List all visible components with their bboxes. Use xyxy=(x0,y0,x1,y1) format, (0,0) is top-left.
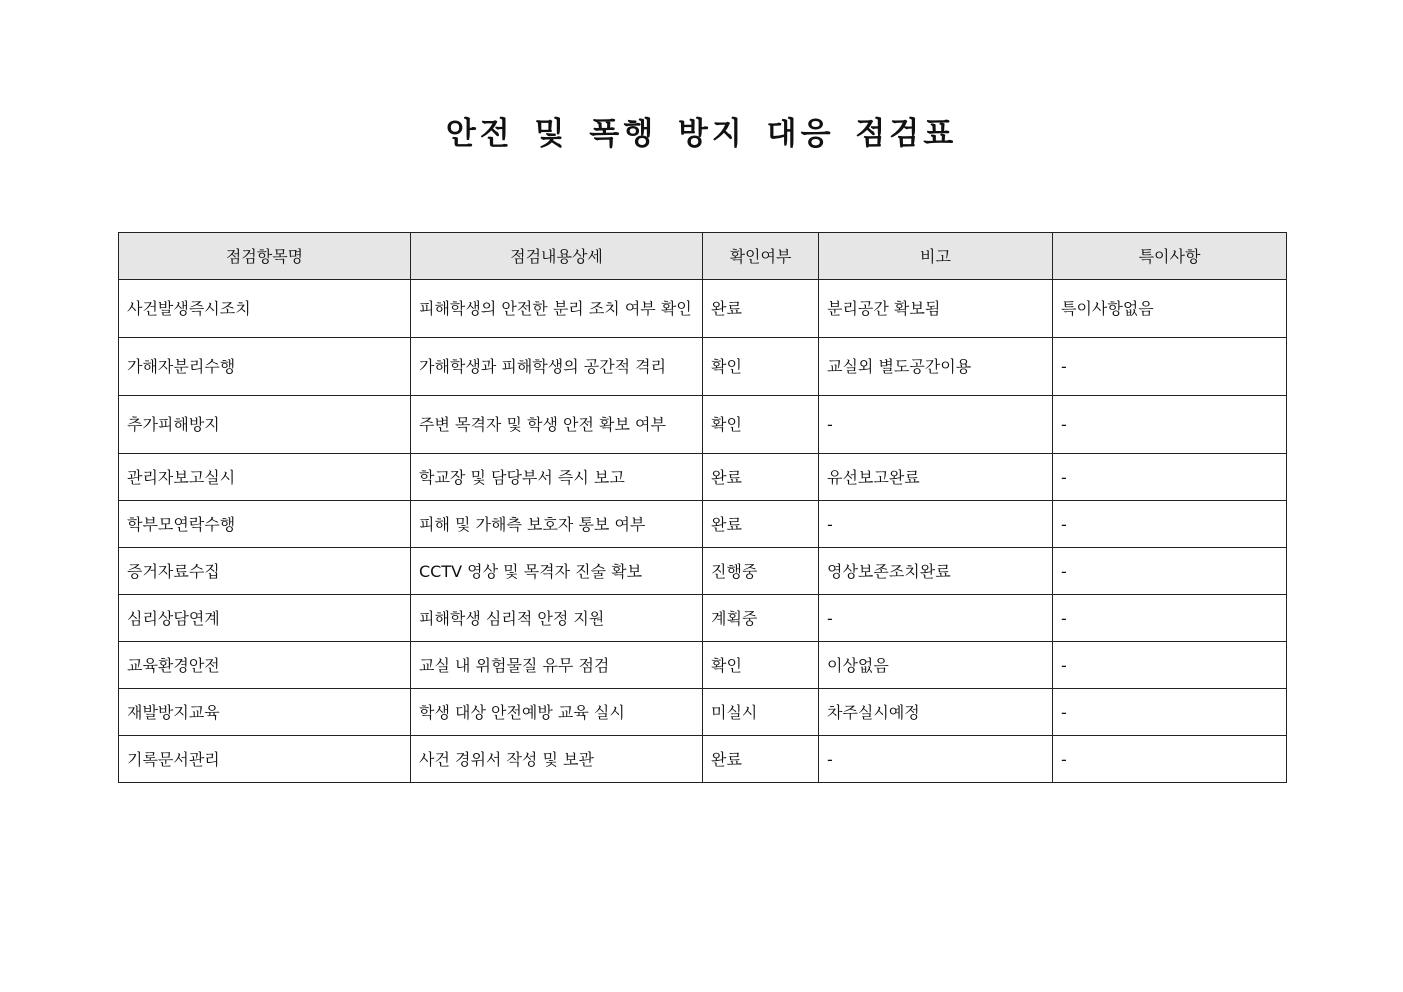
cell-status: 확인 xyxy=(703,396,819,454)
cell-notes: - xyxy=(1053,501,1287,548)
cell-remarks: 영상보존조치완료 xyxy=(819,548,1053,595)
cell-remarks: 유선보고완료 xyxy=(819,454,1053,501)
cell-item-name: 학부모연락수행 xyxy=(119,501,411,548)
table-row xyxy=(119,280,1287,338)
page-title: 안전 및 폭행 방지 대응 점검표 xyxy=(445,116,958,152)
cell-remarks: - xyxy=(819,736,1053,783)
cell-status: 진행중 xyxy=(703,548,819,595)
cell-item-name: 재발방지교육 xyxy=(119,689,411,736)
cell-detail: 주변 목격자 및 학생 안전 확보 여부 xyxy=(411,396,703,454)
cell-notes: - xyxy=(1053,595,1287,642)
cell-notes: - xyxy=(1053,548,1287,595)
table-row xyxy=(119,396,1287,454)
table-row xyxy=(119,689,1287,736)
cell-status: 계획중 xyxy=(703,595,819,642)
cell-item-name: 교육환경안전 xyxy=(119,642,411,689)
cell-status: 완료 xyxy=(703,501,819,548)
cell-notes: - xyxy=(1053,338,1287,396)
header-notes: 특이사항 xyxy=(1053,233,1287,280)
cell-detail: 학교장 및 담당부서 즉시 보고 xyxy=(411,454,703,501)
cell-status: 확인 xyxy=(703,338,819,396)
cell-detail: 교실 내 위험물질 유무 점검 xyxy=(411,642,703,689)
table-row xyxy=(119,548,1287,595)
cell-item-name: 가해자분리수행 xyxy=(119,338,411,396)
table-row xyxy=(119,595,1287,642)
table-row xyxy=(119,454,1287,501)
cell-remarks: 차주실시예정 xyxy=(819,689,1053,736)
table-row xyxy=(119,736,1287,783)
header-remarks: 비고 xyxy=(819,233,1053,280)
cell-detail: 학생 대상 안전예방 교육 실시 xyxy=(411,689,703,736)
cell-remarks: - xyxy=(819,501,1053,548)
cell-item-name: 증거자료수집 xyxy=(119,548,411,595)
cell-item-name: 추가피해방지 xyxy=(119,396,411,454)
cell-detail: 사건 경위서 작성 및 보관 xyxy=(411,736,703,783)
table-row xyxy=(119,501,1287,548)
cell-item-name: 기록문서관리 xyxy=(119,736,411,783)
table-row xyxy=(119,642,1287,689)
cell-notes: - xyxy=(1053,689,1287,736)
header-detail: 점검내용상세 xyxy=(411,233,703,280)
cell-detail: 피해학생 심리적 안정 지원 xyxy=(411,595,703,642)
cell-item-name: 관리자보고실시 xyxy=(119,454,411,501)
cell-remarks: 이상없음 xyxy=(819,642,1053,689)
cell-notes: - xyxy=(1053,396,1287,454)
cell-remarks: 교실외 별도공간이용 xyxy=(819,338,1053,396)
cell-remarks: - xyxy=(819,595,1053,642)
cell-item-name: 심리상담연계 xyxy=(119,595,411,642)
header-item-name: 점검항목명 xyxy=(119,233,411,280)
cell-remarks: 분리공간 확보됨 xyxy=(819,280,1053,338)
cell-notes: - xyxy=(1053,454,1287,501)
cell-status: 완료 xyxy=(703,280,819,338)
cell-status: 확인 xyxy=(703,642,819,689)
table-row xyxy=(119,338,1287,396)
table-header-row xyxy=(119,233,1287,280)
cell-notes: - xyxy=(1053,642,1287,689)
cell-status: 미실시 xyxy=(703,689,819,736)
cell-detail: 가해학생과 피해학생의 공간적 격리 xyxy=(411,338,703,396)
cell-status: 완료 xyxy=(703,454,819,501)
cell-detail: CCTV 영상 및 목격자 진술 확보 xyxy=(411,548,703,595)
cell-detail: 피해 및 가해측 보호자 통보 여부 xyxy=(411,501,703,548)
cell-item-name: 사건발생즉시조치 xyxy=(119,280,411,338)
checklist-table xyxy=(118,232,1287,783)
header-status: 확인여부 xyxy=(703,233,819,280)
cell-notes: 특이사항없음 xyxy=(1053,280,1287,338)
cell-status: 완료 xyxy=(703,736,819,783)
cell-detail: 피해학생의 안전한 분리 조치 여부 확인 xyxy=(411,280,703,338)
cell-notes: - xyxy=(1053,736,1287,783)
cell-remarks: - xyxy=(819,396,1053,454)
